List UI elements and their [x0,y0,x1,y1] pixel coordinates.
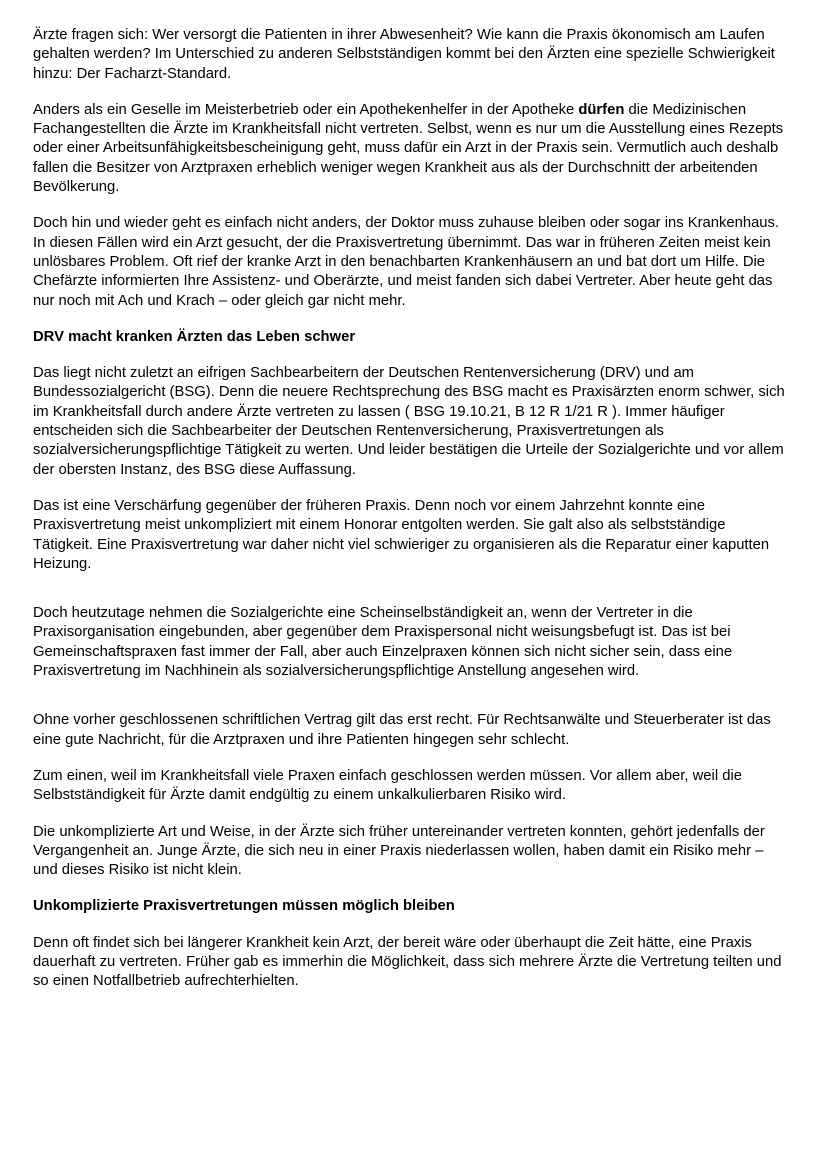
paragraph-notfallbetrieb: Denn oft findet sich bei längerer Krankheit kein Arzt, der bereit wäre oder überhaupt die Zeit hätte, eine Praxis dauerhaft zu vertreten. Früher gab es immerhin die Möglichkeit, dass sich mehrere Ärzte die Vertretung teilten und so einen Notfallbetrieb aufrechterhielten. [33,934,782,990]
paragraph-rechtsprechung: Das liegt nicht zuletzt an eifrigen Sachbearbeitern der Deutschen Rentenversicherung (DRV) und am Bundessozialgericht (BSG). Denn die neuere Rechtsprechung des BSG macht es Praxisärzten enorm schwer, sich im Krankheitsfall durch andere Ärzte vertreten zu lassen ( BSG 19.10.21, B 12 R 1/21 R ). Immer häufiger entscheiden sich die Sachbearbeiter der Deutschen Rentenversicherung, Praxisvertretungen als sozialversicherungspflichtige Tätigkeit zu werten. Und leider bestätigen die Urteile der Sozialgerichte und vor allem der obersten Instanz, des BSG diese Auffassung. [33,365,785,478]
paragraph-text-before: Anders als ein Geselle im Meisterbetrieb oder ein Apothekenhelfer in der Apotheke [33,101,579,118]
paragraph-scheinselbstaendigkeit: Doch heutzutage nehmen die Sozialgerichte eine Scheinselbständigkeit an, wenn der Vertreter in die Praxisorganisation eingebunden, aber gegenüber dem Praxispersonal nicht weisungsbefugt ist. Das ist bei Gemeinschaftspraxen fast immer der Fall, aber auch Einzelpraxen können sich nicht sicher sein, dass eine Praxisvertretung im Nachhinein als sozialversicherungspflichtige Anstellung angesehen wird. [33,605,733,680]
paragraph-geschlossen: Zum einen, weil im Krankheitsfall viele Praxen einfach geschlossen werden müssen. Vor allem aber, weil die Selbstständigkeit für Ärzte damit endgültig zu einem unkalkulierbaren Risiko wird. [33,767,742,804]
emphasis-duerfen: dürfen [578,101,625,118]
paragraph-text-after: die Medizinischen Fachangestellten die Ärzte im Krankheitsfall nicht vertreten. Selbst, wenn es nur um die Ausstellung eines Rezepts oder einer Arbeitsunfähigkeitsbescheinigung geht, muss dafür ein Arzt in der Praxis sein. Vermutlich auch deshalb fallen die Besitzer von Arztpraxen erheblich weniger wegen Krankheit aus als der Durchschnitt der arbeitenden Bevölkerung. [33,101,784,196]
paragraph-facharzt-standard [33,101,789,197]
paragraph-vergangenheit: Die unkomplizierte Art und Weise, in der Ärzte sich früher untereinander vertreten konnten, gehört jedenfalls der Vergangenheit an. Junge Ärzte, die sich neu in einer Praxis niederlassen wollen, haben damit ein Risiko mehr – und dieses Risiko ist nicht klein. [33,823,765,879]
paragraph-verschaerfung: Das ist eine Verschärfung gegenüber der früheren Praxis. Denn noch vor einem Jahrzehnt konnte eine Praxisvertretung meist unkompliziert mit einem Honorar entgolten werden. Sie galt also als selbstständige Tätigkeit. Eine Praxisvertretung war daher nicht viel schwieriger zu organisieren als die Reparatur einer kaputten Heizung. [33,497,770,572]
section-heading-praxisvertretungen: Unkomplizierte Praxisvertretungen müssen möglich bleiben [33,898,455,915]
section-heading-drv: DRV macht kranken Ärzten das Leben schwer [33,328,356,345]
paragraph-krankenhaus: Doch hin und wieder geht es einfach nicht anders, der Doktor muss zuhause bleiben oder sogar ins Krankenhaus. In diesen Fällen wird ein Arzt gesucht, der die Praxisvertretung übernimmt. Das war in früheren Zeiten meist kein unlösbares Problem. Oft rief der kranke Arzt in den benachbarten Krankenhäusern an und bat dort um Hilfe. Die Chefärzte informierten Ihre Assistenz- und Oberärzte, und meist fanden sich dabei Vertreter. Aber heute geht das nur noch mit Ach und Krach – oder gleich gar nicht mehr. [33,215,780,309]
paragraph-vertrag: Ohne vorher geschlossenen schriftlichen Vertrag gilt das erst recht. Für Rechtsanwälte und Steuerberater ist das eine gute Nachricht, für die Arztpraxen und ihre Patienten hingegen sehr schlecht. [33,712,771,748]
paragraph-intro: Ärzte fragen sich: Wer versorgt die Patienten in ihrer Abwesenheit? Wie kann die Praxis ökonomisch am Laufen gehalten werden? Im Unterschied zu anderen Selbstständigen kommt bei den Ärzten eine spezielle Schwierigkeit hinzu: Der Facharzt-Standard. [33,27,775,82]
